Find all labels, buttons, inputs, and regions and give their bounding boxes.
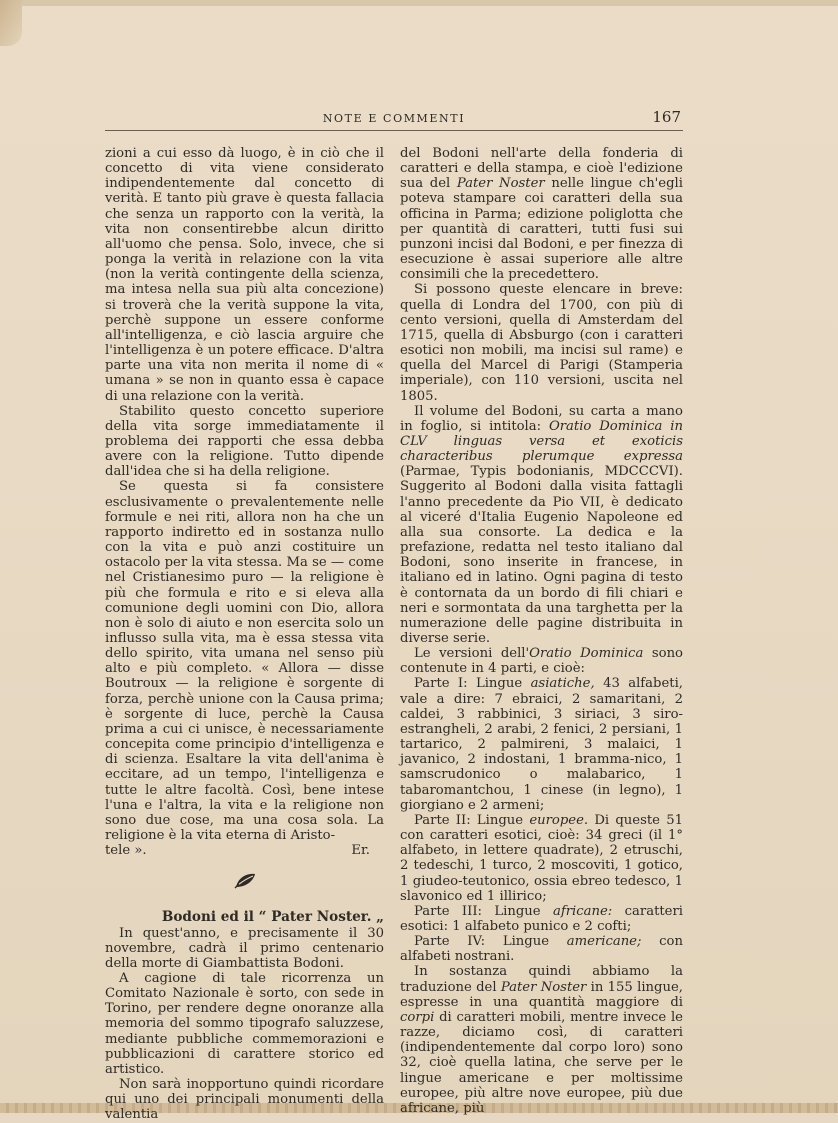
left-column [105, 146, 384, 1123]
paragraph: Se questa si fa consistere esclusivamente o prevalentemente nelle formule e nei riti, allora non ha che un rapporto indiretto ed in sostanza nullo con la vita e può anzi costituire un ostacolo per la vita stessa. Ma se — come nel Cristianesimo puro — la religione è più che formula e rito e si eleva alla comunione degli uomini con Dio, allora non è solo di aiuto e non esercita solo un influsso sulla vita, ma è essa stessa vita dello spirito, vita umana nel senso più alto e più completo. « Allora — disse Boutroux — la religione è sorgente di forza, perchè unione con la Causa prima; è sorgente di luce, perchè la Causa prima a cui ci unisce, è necessariamente concepita come principio d'intelligenza e di scienza. Esaltare la vita dell'anima è eccitare, ad un tempo, l'intelligenza e tutte le altre facoltà. Così, bene intese l'una e l'altra, la vita e la religione non sono due cose, ma una cosa sola. La religione è la vita eterna di Aristo- [105, 479, 384, 844]
paragraph: del Bodoni nell'arte della fonderia di caratteri e della stampa, e cioè l'edizione sua del Pater Noster nelle lingue ch'egli poteva stampare coi caratteri della sua officina in Parma; edizione poliglotta che per quantità di caratteri, tutti fusi sui punzoni incisi dal Bodoni, e per finezza di esecuzione è assai superiore alle altre consimili che la precedettero. [400, 146, 683, 283]
paragraph: Stabilito questo concetto superiore della vita sorge immediatamente il problema dei rapporti che essa debba avere con la religione. Tutto dipende dall'idea che si ha della religione. [105, 403, 384, 480]
running-header [105, 108, 683, 131]
right-column [400, 146, 683, 1116]
author-signature: Er. [351, 843, 370, 859]
closing-text: tele ». [105, 843, 147, 859]
paragraph: Parte III: Lingue africane: caratteri esotici: 1 alfabeto punico e 2 cofti; [400, 903, 683, 934]
closing-line [105, 843, 384, 858]
paragraph: Il volume del Bodoni, su carta a mano in foglio, si intitola: Oratio Dominica in CLV linguas versa et exoticis characteribus plerumque expressa (Parmae, Typis bodonianis, MDCCCVI). Suggerito al Bodoni dalla visita fattagli l'anno precedente da Pio VII, è dedicato al viceré d'Italia Eugenio Napoleone ed alla sua consorte. La dedica e la prefazione, redatta nel testo italiano dal Bodoni, sono inserite in francese, in italiano ed in latino. Ogni pagina di testo è contornata da un bordo di fili chiari e neri e sormontata da una targhetta per la numerazione delle pagine distribuita in diverse serie. [400, 403, 683, 646]
paragraph: Parte II: Lingue europee. Di queste 51 con caratteri esotici, cioè: 34 greci (il 1° alfabeto, in lettere quadrate), 2 etruschi, 2 tedeschi, 1 turco, 2 moscoviti, 1 gotico, 1 giudeo-teutonico, ossia ebreo tedesco, 1 slavonico ed 1 illirico; [400, 812, 683, 904]
paragraph: Non sarà inopportuno quindi ricordare qui uno dei principali monumenti della valentia [105, 1077, 384, 1123]
folded-corner [0, 0, 22, 46]
paragraph: Le versioni dell'Oratio Dominica sono contenute in 4 parti, e cioè: [400, 646, 683, 677]
paragraph: Si possono queste elencare in breve: quella di Londra del 1700, con più di cento versioni, quella di Amsterdam del 1715, quella di Absburgo (con i caratteri esotici non mobili, ma incisi sul rame) e quella del Marcel di Parigi (Stamperia imperiale), con 110 versioni, uscita nel 1805. [400, 282, 683, 404]
paragraph: zioni a cui esso dà luogo, è in ciò che il concetto di vita viene considerato indipendentemente dal concetto di verità. E tanto più grave è questa fallacia che senza un rapporto con la verità, la vita non consentirebbe alcun diritto all'uomo che pensa. Solo, invece, che si ponga la verità in relazione con la vita (non la verità contingente della scienza, ma intesa nella sua più alta concezione) si troverà che la verità suppone la vita, perchè suppone un essere conforme all'intelligenza, e ciò lascia arguire che l'intelligenza è un potere efficace. D'altra parte una vita non merita il nome di « umana » se non in quanto essa è capace di una relazione con la verità. [105, 146, 384, 404]
paragraph: In sostanza quindi abbiamo la traduzione del Pater Noster in 155 lingue, espresse in una quantità maggiore di corpi di caratteri mobili, mentre invece le razze, diciamo così, di caratteri (indipendentemente dal corpo loro) sono 32, cioè quella latina, che serve per le lingue americane e per moltissime europee, più altre nove europee, più due africane, più [400, 964, 683, 1116]
running-title: NOTE E COMMENTI [322, 112, 466, 125]
leaf-ornament-icon [105, 872, 384, 892]
page-top-edge [0, 0, 838, 6]
paragraph: In quest'anno, e precisamente il 30 novembre, cadrà il primo centenario della morte di Giambattista Bodoni. [105, 925, 384, 971]
section-heading: Bodoni ed il “ Pater Noster. „ [161, 909, 384, 926]
paragraph: Parte I: Lingue asiatiche, 43 alfabeti, vale a dire: 7 ebraici, 2 samaritani, 2 caldei, 3 rabbinici, 3 siriaci, 3 siro-estrangheli, 2 arabi, 2 fenici, 2 persiani, 1 tartarico, 2 palmireni, 3 malaici, 1 javanico, 2 indostani, 1 bramma-nico, 1 samscrudonico o malabarico, 1 tabaromantchou, 1 cinese (in legno), 1 giorgiano e 2 armeni; [400, 676, 683, 813]
page-number: 167 [652, 108, 681, 126]
paragraph: Parte IV: Lingue americane; con alfabeti nostrani. [400, 934, 683, 965]
paragraph: A cagione di tale ricorrenza un Comitato Nazionale è sorto, con sede in Torino, per rendere degne onoranze alla memoria del sommo tipografo saluzzese, mediante pubbliche commemorazioni e pubblicazioni di carattere storico ed artistico. [105, 970, 384, 1077]
